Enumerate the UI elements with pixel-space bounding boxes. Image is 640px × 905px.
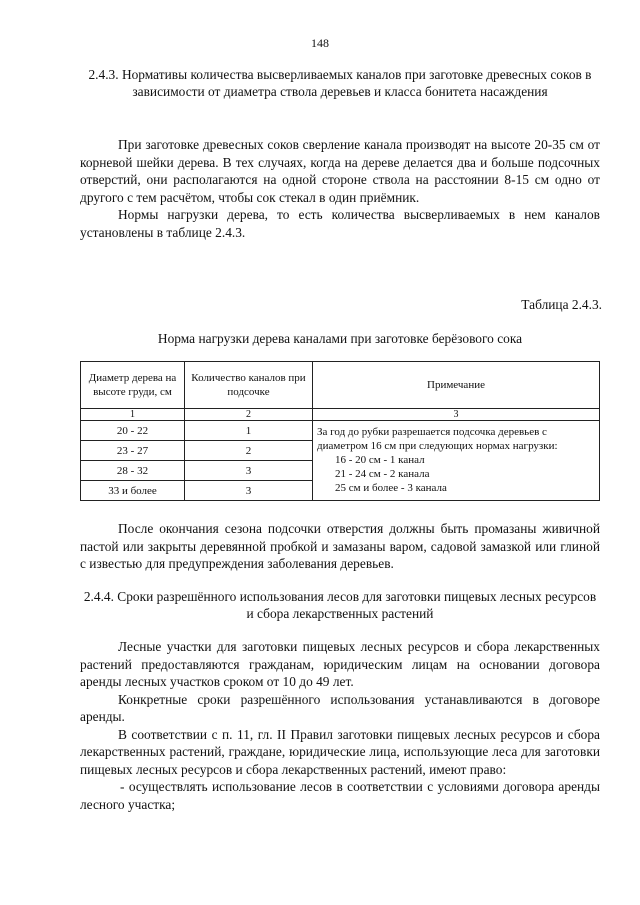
after-table-body [80,520,600,573]
note-line: 16 - 20 см - 1 канал [335,454,425,466]
paragraph-sealing: После окончания сезона подсочки отверстия должны быть промазаны живичной пастой или закрыты деревянной пробкой и замазаны варом, садовой замазкой или глиной с известью для предупреждения заболевания деревьев. [80,521,600,571]
paragraph-rights: В соответствии с п. 11, гл. II Правил заготовки пищевых лесных ресурсов и сбора лекарственных растений, граждане, юридические лица, использующие леса для заготовки пищевых лесных ресурсов и сбора лекарственных растений, имеют право: [80,726,600,777]
cell-channels: 2 [185,441,313,461]
note-line: 21 - 24 см - 2 канала [335,468,430,480]
cell-diameter: 20 - 22 [81,421,185,441]
table-row [81,421,600,441]
cell-diameter: 28 - 32 [81,461,185,481]
header-diameter: Диаметр дерева на высоте груди, см [81,362,185,409]
section-2-4-3-body [80,136,600,241]
section-2-4-4-heading: 2.4.4. Сроки разрешённого использования лесов для заготовки пищевых лесных ресурсов и сбора лекарственных растений [83,589,597,621]
header-channels: Количество каналов при подсочке [185,362,313,409]
cell-channels: 1 [185,421,313,441]
paragraph-specific-terms: Конкретные сроки разрешённого использования устанавливаются в договоре аренды. [80,691,600,724]
cell-channels: 3 [185,481,313,501]
table-header-row [81,362,600,409]
cell-note [313,421,600,501]
note-intro: За год до рубки разрешается подсочка деревьев с диаметром 16 см при следующих нормах нагрузки: [317,426,558,452]
paragraph-right-item: - осуществлять использование лесов в соответствии с условиями договора аренды лесного участка; [80,779,600,812]
column-number-1: 1 [81,409,185,421]
page-number: 148 [311,36,329,50]
note-line: 25 см и более - 3 канала [335,482,447,494]
paragraph-load-norms: Нормы нагрузки дерева, то есть количества высверливаемых в нем каналов установлены в таблице 2.4.3. [80,207,600,240]
cell-diameter: 33 и более [81,481,185,501]
load-norms-table [80,361,600,501]
section-2-4-3-heading: 2.4.3. Нормативы количества высверливаемых каналов при заготовке древесных соков в зависимости от диаметра ствола деревьев и класса бонитета насаждения [88,67,592,99]
table-column-number-row [81,409,600,421]
table-label: Таблица 2.4.3. [521,297,602,312]
section-2-4-4-body [80,638,600,813]
cell-channels: 3 [185,461,313,481]
cell-diameter: 23 - 27 [81,441,185,461]
paragraph-lease-terms: Лесные участки для заготовки пищевых лесных ресурсов и сбора лекарственных растений предоставляются гражданам, юридическим лицам на основании договора аренды лесных участков сроком от 10 до 49 лет. [80,639,600,689]
paragraph-drilling-height: При заготовке древесных соков сверление канала производят на высоте 20-35 см от корневой шейки дерева. В тех случаях, когда на дереве делается два и больше подсочных отверстий, они располагаются на одной стороне ствола на расстоянии 8-15 см одно от другого с тем расчётом, чтобы сок стекал в один приёмник. [80,137,600,205]
column-number-2: 2 [185,409,313,421]
column-number-3: 3 [313,409,600,421]
table-caption: Норма нагрузки дерева каналами при заготовке берёзового сока [157,331,523,346]
header-note: Примечание [313,362,600,409]
